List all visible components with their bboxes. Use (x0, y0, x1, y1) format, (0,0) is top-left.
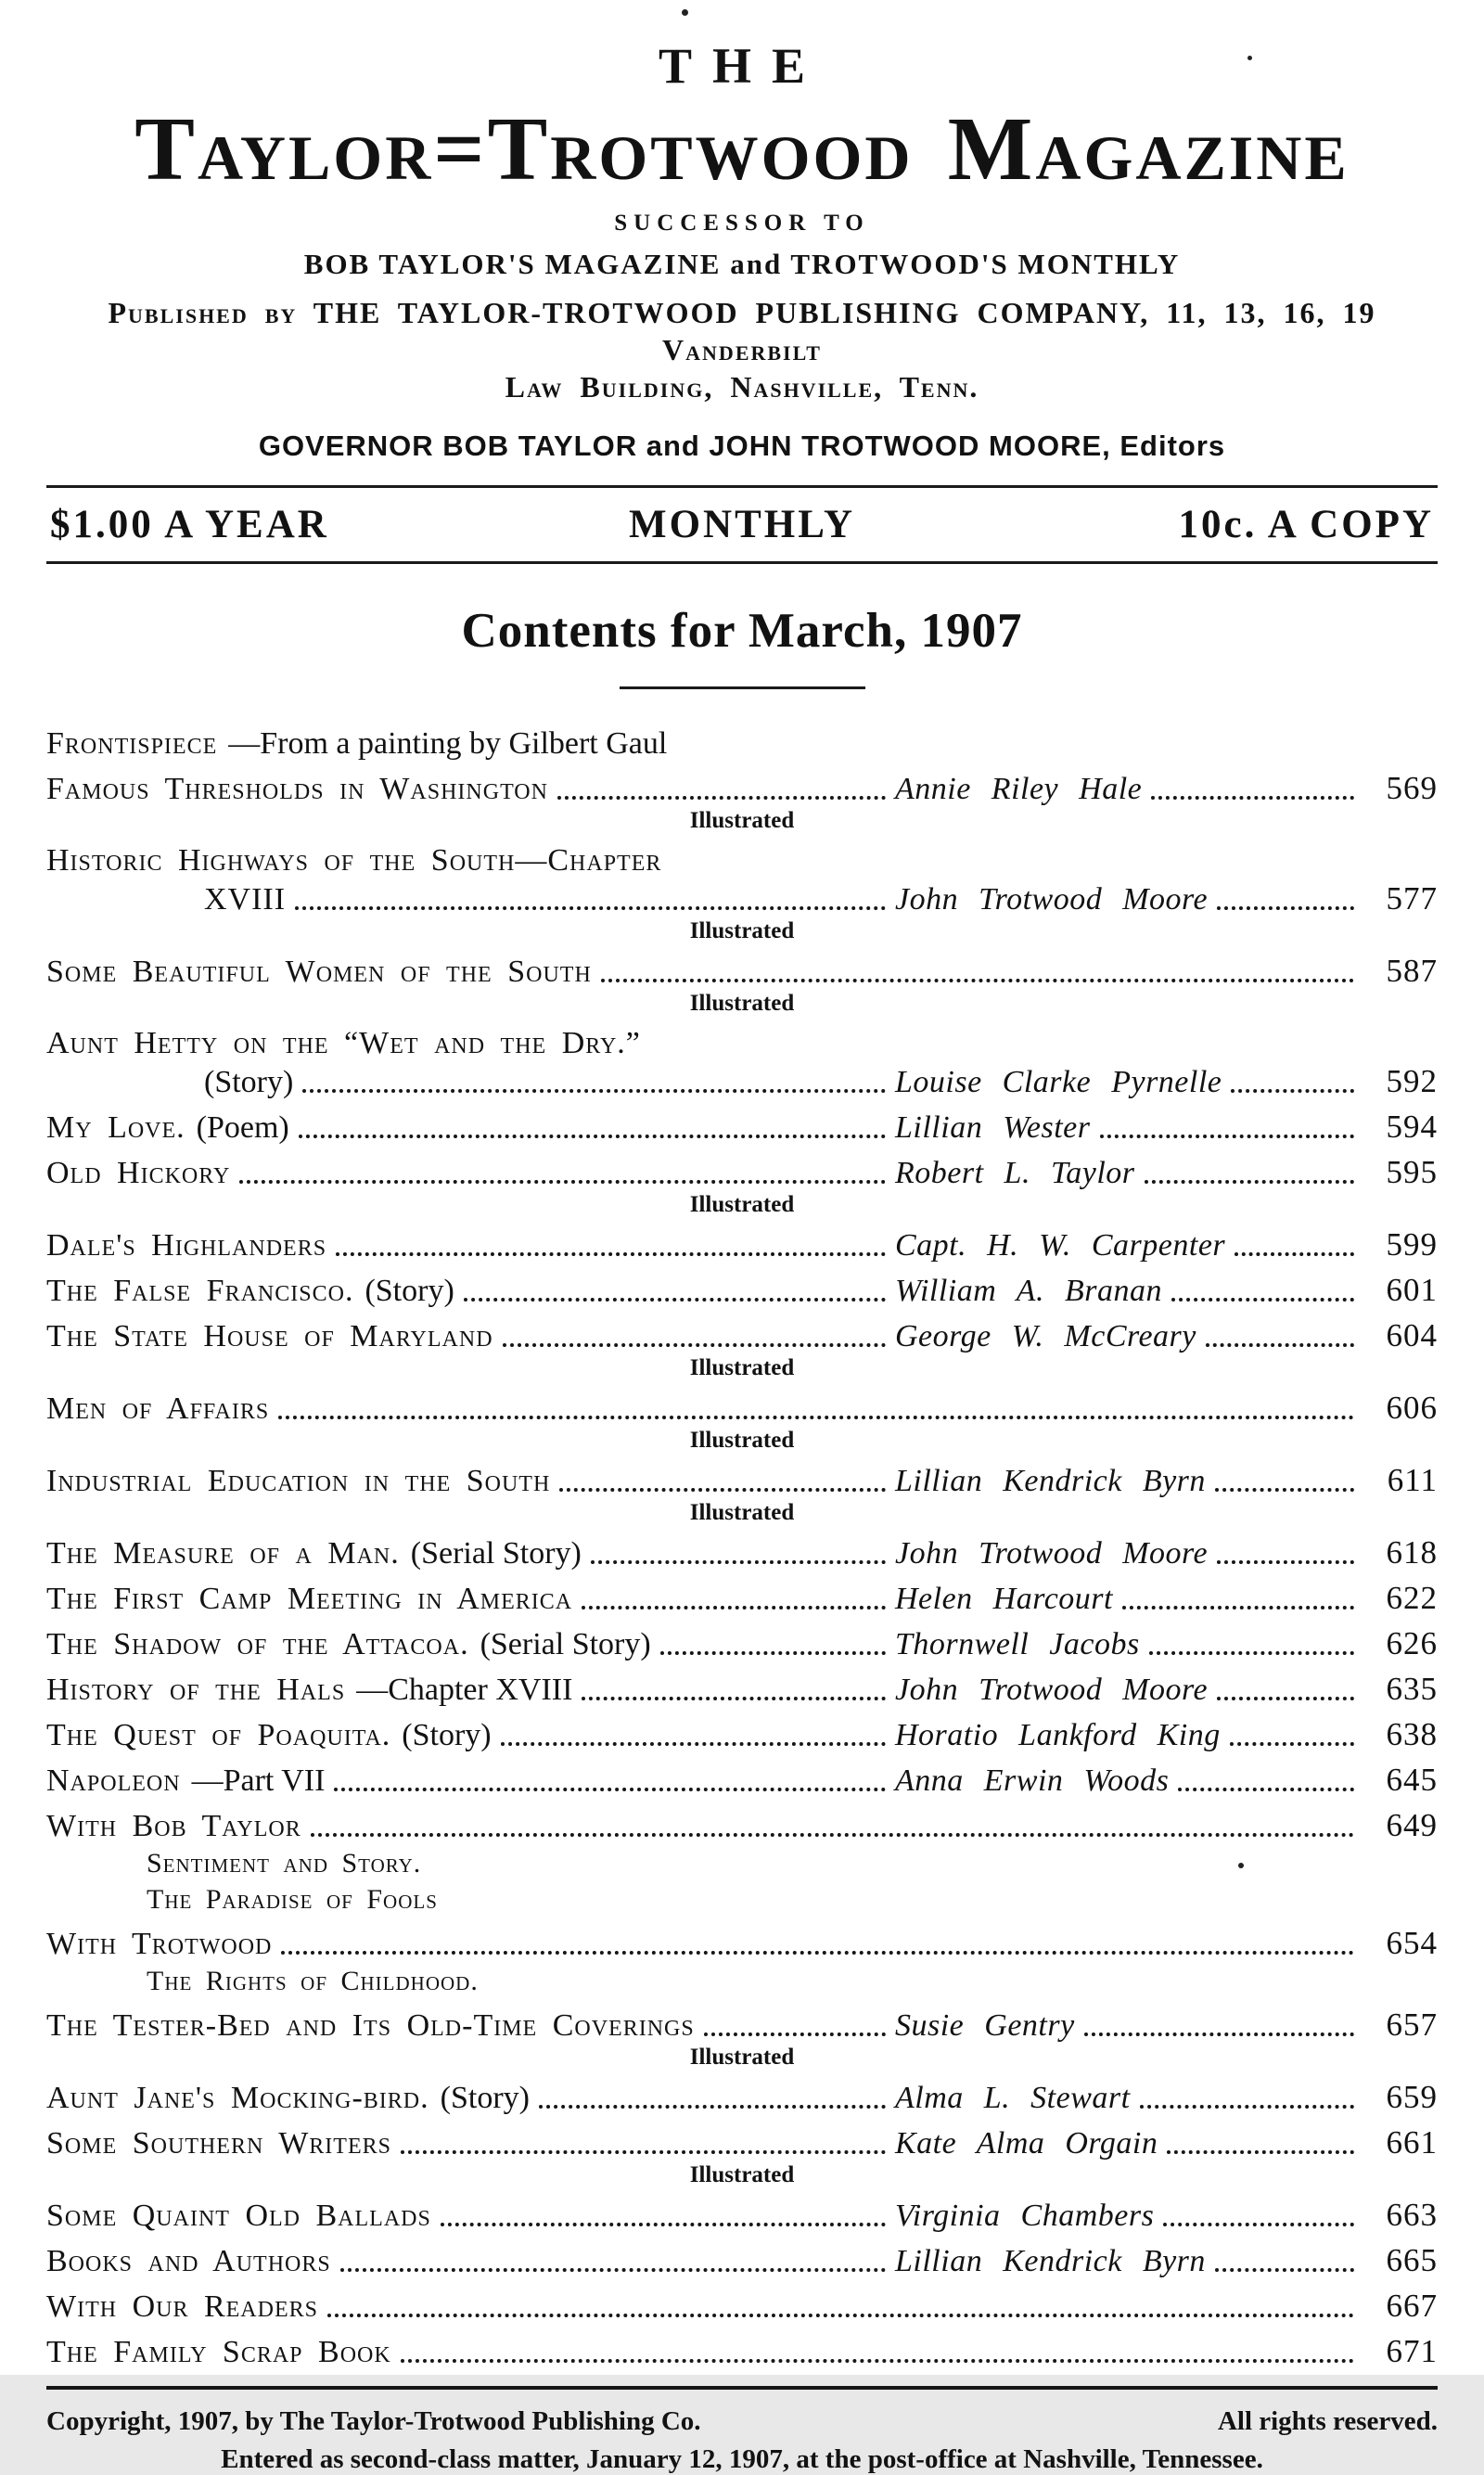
entry-suffix: —Part VII (191, 1763, 326, 1798)
toc-line (46, 841, 1438, 879)
entry-head (46, 1671, 895, 1709)
successor-label: SUCCESSOR TO (614, 210, 870, 236)
dot-leader (1163, 2223, 1354, 2226)
dot-leader (401, 2150, 886, 2154)
entry-head (46, 2007, 895, 2045)
entry-tail (895, 1761, 1438, 1800)
entry-head (46, 1317, 895, 1355)
entry-head (46, 953, 1363, 991)
toc-entry (46, 769, 1438, 835)
entry-tail (895, 1715, 1438, 1754)
entry-tail (895, 2078, 1438, 2117)
entry-tail (895, 1461, 1438, 1500)
entry-head (46, 1154, 895, 1192)
entry-author: Virginia Chambers (895, 2198, 1155, 2233)
entry-suffix: (Story) (402, 1717, 492, 1752)
entry-title: Some Southern Writers (46, 2125, 391, 2161)
entry-head (46, 2242, 895, 2280)
price-per-copy: 10c. A COPY (1178, 502, 1434, 546)
dot-leader (557, 796, 886, 800)
toc-entry (46, 1806, 1438, 1917)
toc-entry (46, 1761, 1438, 1800)
entry-title: The Measure of a Man. (46, 1535, 400, 1571)
toc-entry (46, 1108, 1438, 1147)
toc-entry (46, 725, 1438, 763)
illustrated-label: Illustrated (689, 807, 795, 833)
dot-leader (1230, 1742, 1354, 1746)
entry-title: Old Hickory (46, 1155, 231, 1190)
dot-leader (582, 1697, 886, 1700)
toc-entry (46, 1715, 1438, 1754)
entry-page: 659 (1386, 2078, 1438, 2115)
entry-author: Kate Alma Orgain (895, 2125, 1158, 2161)
entry-title: With Bob Taylor (46, 1808, 301, 1843)
dot-leader (1145, 1180, 1354, 1184)
entry-page: 592 (1386, 1062, 1438, 1099)
entry-author: Lillian Kendrick Byrn (895, 2243, 1206, 2278)
entry-page: 606 (1386, 1389, 1438, 1426)
entry-title: Historic Highways of the South—Chapter (46, 842, 662, 878)
publisher-line-2: Law Building, Nashville, Tenn. (505, 369, 979, 404)
entry-tail (895, 2196, 1438, 2235)
magazine-title-the: THE (658, 38, 826, 94)
entry-head (46, 1580, 895, 1618)
entry-page: 611 (1387, 1461, 1438, 1498)
entry-author: William A. Branan (895, 1273, 1162, 1308)
toc-entry (46, 2078, 1438, 2117)
entry-tail (895, 1579, 1438, 1618)
entry-head (46, 1925, 1363, 1963)
entry-wrap-text: (Story) (204, 1064, 294, 1099)
entry-tail (895, 879, 1438, 918)
entry-head (204, 1063, 895, 1101)
dot-leader (1167, 2150, 1354, 2154)
scan-speck (682, 9, 688, 16)
entry-page: 599 (1386, 1225, 1438, 1263)
entry-head (46, 1762, 895, 1800)
entry-head (46, 2124, 895, 2162)
entry-page: 661 (1386, 2123, 1438, 2161)
entry-page: 587 (1386, 952, 1438, 989)
entry-page: 604 (1386, 1316, 1438, 1353)
toc-line (46, 1389, 1438, 1428)
entry-head (46, 1226, 895, 1264)
entry-page: 569 (1386, 769, 1438, 806)
entry-author: Susie Gentry (895, 2007, 1075, 2043)
toc-entry (46, 1271, 1438, 1310)
toc-line (46, 2332, 1438, 2371)
entry-title: Men of Affairs (46, 1391, 270, 1426)
entry-title: Some Beautiful Women of the South (46, 954, 592, 989)
dot-leader (334, 1788, 886, 1791)
entry-head (46, 1625, 895, 1663)
entry-tail (895, 1108, 1438, 1147)
entry-title: The Tester-Bed and Its Old-Time Coverings (46, 2007, 695, 2043)
entry-page: 645 (1386, 1761, 1438, 1798)
entry-suffix: (Story) (440, 2080, 530, 2115)
entry-page: 671 (1386, 2332, 1438, 2369)
entry-wrap-text: XVIII (204, 881, 287, 917)
toc-line (46, 1153, 1438, 1192)
toc-line (46, 1761, 1438, 1800)
dot-leader (501, 1742, 886, 1746)
entry-title: With Trotwood (46, 1926, 273, 1961)
entry-page: 618 (1386, 1533, 1438, 1571)
entry-head (46, 725, 1438, 763)
dot-leader (336, 1252, 886, 1256)
toc-line (46, 952, 1438, 991)
dot-leader (401, 2359, 1354, 2363)
dot-leader (1171, 1298, 1354, 1302)
entry-author: Helen Harcourt (895, 1581, 1113, 1616)
entry-suffix: (Serial Story) (480, 1626, 651, 1661)
entry-page: 595 (1386, 1153, 1438, 1190)
illustrated-label: Illustrated (689, 2044, 795, 2070)
entry-title: The Family Scrap Book (46, 2334, 391, 2369)
entry-page: 665 (1386, 2241, 1438, 2278)
entry-author: Lillian Wester (895, 1109, 1091, 1145)
illustrated-label: Illustrated (689, 1354, 795, 1380)
postal-entry-notice: Entered as second-class matter, January 12, 1907, at the post-office at Nashville, Tennessee. (221, 2443, 1263, 2474)
entry-suffix: (Serial Story) (410, 1535, 582, 1571)
dot-leader (1217, 906, 1354, 910)
entry-suffix: (Story) (365, 1273, 454, 1308)
entry-head (46, 2079, 895, 2117)
toc-line (46, 1271, 1438, 1310)
entry-title: Books and Authors (46, 2243, 331, 2278)
entry-author: Robert L. Taylor (895, 1155, 1135, 1190)
entry-page: 626 (1386, 1624, 1438, 1661)
entry-head (46, 2288, 1363, 2326)
page-footer (46, 2386, 1438, 2475)
toc-line (46, 1624, 1438, 1663)
dot-leader (1084, 2033, 1354, 2036)
entry-tail (895, 1670, 1438, 1709)
dot-leader (1178, 1788, 1354, 1791)
toc-entry (46, 1389, 1438, 1455)
entry-author: Louise Clarke Pyrnelle (895, 1064, 1222, 1099)
dot-leader (278, 1416, 1354, 1419)
horizontal-rule (46, 561, 1438, 564)
entry-tail (895, 1624, 1438, 1663)
entry-head (46, 1716, 895, 1754)
entry-author: John Trotwood Moore (895, 1535, 1209, 1571)
dot-leader (1140, 2105, 1354, 2109)
dot-leader (1231, 1089, 1354, 1093)
dot-leader (503, 1343, 886, 1347)
entry-page: 663 (1386, 2196, 1438, 2233)
entry-tail (895, 1316, 1438, 1355)
entry-head (46, 1807, 1363, 1845)
dot-leader (1206, 1343, 1354, 1347)
toc-line (46, 725, 1438, 763)
toc-entry (46, 1153, 1438, 1219)
scan-speck (1247, 56, 1252, 60)
dot-leader (704, 2033, 886, 2036)
entry-author: George W. McCreary (895, 1318, 1196, 1353)
entry-title: The Shadow of the Attacoa. (46, 1626, 469, 1661)
toc-entry (46, 2241, 1438, 2280)
entry-head (46, 841, 1438, 879)
entry-head (46, 2333, 1363, 2371)
entry-head (46, 1462, 895, 1500)
entry-tail (895, 1533, 1438, 1572)
dot-leader (1217, 1560, 1354, 1564)
predecessor-titles: BOB TAYLOR'S MAGAZINE and TROTWOOD'S MONTHLY (303, 247, 1181, 280)
entry-tail (895, 2241, 1438, 2280)
contents-heading: Contents for March, 1907 (461, 603, 1023, 658)
toc-subitem: The Paradise of Fools (147, 1883, 438, 1915)
toc-list (46, 725, 1438, 2371)
publisher-line-1: Published by THE TAYLOR-TROTWOOD PUBLISHING COMPANY, 11, 13, 16, 19 Vanderbilt (108, 295, 1376, 366)
dot-leader (582, 1606, 886, 1609)
toc-entry (46, 1670, 1438, 1709)
dot-leader (239, 1180, 886, 1184)
toc-line (46, 1225, 1438, 1264)
toc-line (46, 1715, 1438, 1754)
dot-leader (559, 1488, 886, 1492)
toc-line (46, 1108, 1438, 1147)
entry-author: Capt. H. W. Carpenter (895, 1227, 1226, 1263)
magazine-title: Taylor=Trotwood Magazine (134, 99, 1350, 199)
toc-entry (46, 2332, 1438, 2371)
price-per-year: $1.00 A YEAR (50, 502, 329, 546)
entry-tail (895, 1225, 1438, 1264)
entry-page: 654 (1386, 1924, 1438, 1961)
toc-line (46, 2006, 1438, 2045)
horizontal-rule (46, 2386, 1438, 2390)
dot-leader (1217, 1697, 1354, 1700)
toc-entry (46, 1533, 1438, 1572)
editors-line: GOVERNOR BOB TAYLOR and JOHN TROTWOOD MOORE, Editors (258, 429, 1226, 462)
toc-entry (46, 2287, 1438, 2326)
publisher-info (46, 294, 1438, 405)
toc-entry (46, 2123, 1438, 2189)
toc-line (46, 2241, 1438, 2280)
entry-page: 622 (1386, 1579, 1438, 1616)
entry-title: Napoleon (46, 1763, 181, 1798)
dot-leader (302, 1089, 886, 1093)
illustrated-label: Illustrated (689, 1191, 795, 1217)
entry-tail (895, 2123, 1438, 2162)
toc-entry (46, 1624, 1438, 1663)
toc-entry (46, 1924, 1438, 1999)
dot-leader (1215, 1488, 1354, 1492)
entry-suffix: (Poem) (196, 1109, 289, 1145)
entry-page: 657 (1386, 2006, 1438, 2043)
masthead (46, 37, 1438, 564)
entry-page: 635 (1386, 1670, 1438, 1707)
rights-notice: All rights reserved. (1217, 2405, 1438, 2436)
entry-page: 638 (1386, 1715, 1438, 1752)
entry-title: Industrial Education in the South (46, 1463, 551, 1498)
toc-entry (46, 952, 1438, 1018)
dot-leader (464, 1298, 886, 1302)
entry-title: Dale's Highlanders (46, 1227, 327, 1263)
entry-suffix: —From a painting by Gilbert Gaul (228, 725, 668, 761)
dot-leader (1100, 1135, 1355, 1138)
dot-leader (1122, 1606, 1354, 1609)
entry-title: The First Camp Meeting in America (46, 1581, 573, 1616)
entry-head (46, 1390, 1363, 1428)
entry-author: Alma L. Stewart (895, 2080, 1131, 2115)
toc-entry (46, 2196, 1438, 2235)
entry-title: The State House of Maryland (46, 1318, 493, 1353)
dot-leader (539, 2105, 886, 2109)
toc-line (46, 769, 1438, 808)
scan-speck (1238, 1863, 1244, 1868)
entry-tail (895, 1062, 1438, 1101)
toc-line (46, 1924, 1438, 1963)
toc-line (46, 1316, 1438, 1355)
toc-line (46, 1579, 1438, 1618)
dot-leader (340, 2268, 886, 2272)
dot-leader (281, 1951, 1354, 1955)
entry-head (46, 1272, 895, 1310)
entry-page: 594 (1386, 1108, 1438, 1145)
entry-title: Some Quaint Old Ballads (46, 2198, 431, 2233)
dot-leader (311, 1833, 1354, 1837)
toc-line (46, 2078, 1438, 2117)
entry-head (46, 1109, 895, 1147)
entry-author: Horatio Lankford King (895, 1717, 1221, 1752)
dot-leader (601, 979, 1354, 982)
toc-line (46, 1533, 1438, 1572)
dot-leader (1149, 1651, 1354, 1655)
entry-title: The False Francisco. (46, 1273, 354, 1308)
toc-subitem: Sentiment and Story. (147, 1847, 422, 1879)
dot-leader (591, 1560, 886, 1564)
copyright-notice: Copyright, 1907, by The Taylor-Trotwood Publishing Co. (46, 2405, 701, 2436)
dot-leader (295, 906, 886, 910)
entry-page: 601 (1386, 1271, 1438, 1308)
entry-title: Famous Thresholds in Washington (46, 771, 548, 806)
illustrated-label: Illustrated (689, 1499, 795, 1525)
entry-title: The Quest of Poaquita. (46, 1717, 391, 1752)
dot-leader (327, 2314, 1354, 2317)
contents-section (46, 603, 1438, 2371)
entry-title: History of the Hals (46, 1672, 346, 1707)
toc-entry (46, 1225, 1438, 1264)
entry-head (46, 1024, 1438, 1062)
price-bar (46, 502, 1438, 547)
illustrated-label: Illustrated (689, 2161, 795, 2187)
toc-line (46, 2196, 1438, 2235)
toc-entry (46, 841, 1438, 945)
entry-title: Aunt Hetty on the “Wet and the Dry.” (46, 1025, 641, 1060)
heading-rule (620, 686, 865, 689)
horizontal-rule (46, 485, 1438, 488)
entry-tail (895, 1271, 1438, 1310)
entry-page: 667 (1386, 2287, 1438, 2324)
dot-leader (1235, 1252, 1354, 1256)
illustrated-label: Illustrated (689, 917, 795, 943)
illustrated-label: Illustrated (689, 990, 795, 1016)
entry-tail (895, 2006, 1438, 2045)
dot-leader (299, 1135, 886, 1138)
toc-line-continuation (46, 879, 1438, 918)
entry-author: Annie Riley Hale (895, 771, 1143, 806)
toc-entry (46, 1024, 1438, 1101)
entry-author: Anna Erwin Woods (895, 1763, 1170, 1798)
toc-entry (46, 1579, 1438, 1618)
entry-author: Lillian Kendrick Byrn (895, 1463, 1206, 1498)
entry-tail (895, 769, 1438, 808)
toc-entry (46, 1316, 1438, 1382)
entry-title: Frontispiece (46, 725, 218, 761)
entry-suffix: —Chapter XVIII (356, 1672, 573, 1707)
entry-tail (895, 1153, 1438, 1192)
entry-author: Thornwell Jacobs (895, 1626, 1140, 1661)
dot-leader (441, 2223, 886, 2226)
entry-author: John Trotwood Moore (895, 881, 1209, 917)
toc-line (46, 1024, 1438, 1062)
entry-head (46, 1534, 895, 1572)
toc-entry (46, 1461, 1438, 1527)
illustrated-label: Illustrated (689, 1427, 795, 1453)
entry-page: 649 (1386, 1806, 1438, 1843)
entry-title: With Our Readers (46, 2289, 318, 2324)
toc-line (46, 1806, 1438, 1845)
toc-subitem: The Rights of Childhood. (147, 1965, 479, 1996)
toc-line (46, 2123, 1438, 2162)
entry-head (46, 770, 895, 808)
entry-head (46, 2197, 895, 2235)
entry-page: 577 (1386, 879, 1438, 917)
entry-title: Aunt Jane's Mocking-bird. (46, 2080, 429, 2115)
entry-title: My Love. (46, 1109, 186, 1145)
toc-line (46, 1670, 1438, 1709)
entry-author: John Trotwood Moore (895, 1672, 1209, 1707)
toc-line (46, 1461, 1438, 1500)
entry-head (204, 880, 895, 918)
dot-leader (1215, 2268, 1354, 2272)
toc-line-continuation (46, 1062, 1438, 1101)
toc-entry (46, 2006, 1438, 2071)
toc-line (46, 2287, 1438, 2326)
dot-leader (660, 1651, 886, 1655)
frequency-label: MONTHLY (629, 502, 855, 546)
dot-leader (1151, 796, 1354, 800)
